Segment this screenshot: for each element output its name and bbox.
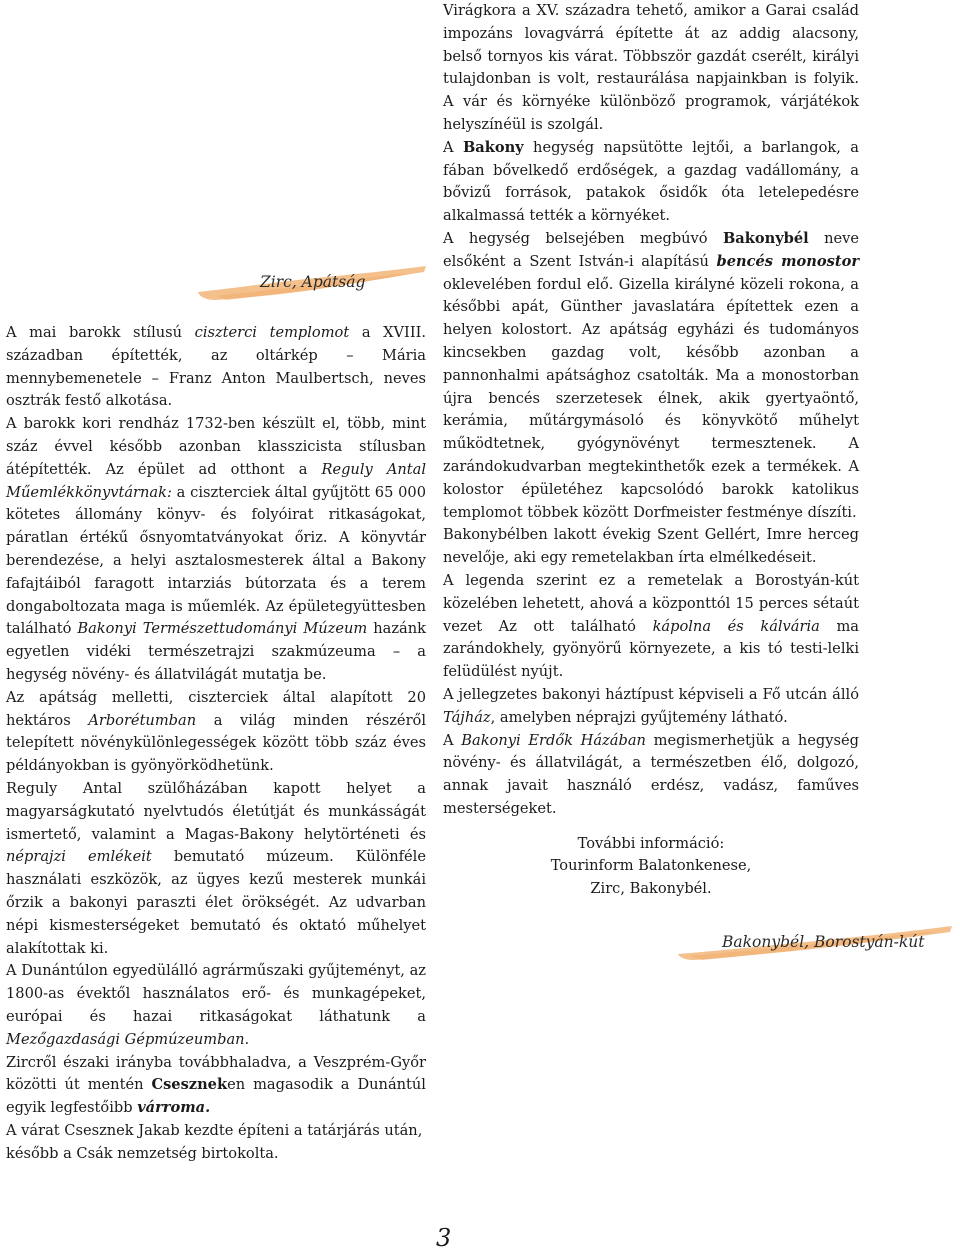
left-paragraph-4: Reguly Antal szülőházában kapott helyet a magyarságkutató nyelvtudós életútját és munkásságát ismertető, valamint a Magas-Bakony helytörténeti és néprajzi emlékeit bemutató múzeum. Különféle használati eszközök, az ügyes kezű mesterek munkái őrzik a bakonyi paraszti élet örökségét. Az udvarban népi kismesterségeket bemutató és oktató műhelyet alakítottak ki. <box>6 779 426 957</box>
info-line-1: További információ: <box>577 834 725 852</box>
left-paragraph-2: A barokk kori rendház 1732-ben készült el, több, mint száz évvel később azonban klasszicista stílusban átépítették. Az épület ad otthont a Reguly Antal Műemlékkönyvtárnak: a ciszterciek által gyűjtött 65 000 kötetes állomány könyv- és folyóirat ritkaságokat, páratlan értékű ősnyomtatványokat őriz. A könyvtár berendezése, a helyi asztalosmesterek által a Bakony fafajtáiból faragott intarziás bútorzata és a terem dongaboltozata maga is műemlék. Az épületegyüttesben található Bakonyi Természettudományi Múzeum hazánk egyetlen vidéki természetrajzi szakmúzeuma – a hegység növény- és állatvilágát mutatja be. <box>6 415 426 683</box>
right-paragraph-7: A Bakonyi Erdők Házában megismerhetjük a hegység növény- és állatvilágát, a természetben élő, dolgozó, annak javait használó erdész, vadász, faműves mesterségeket. <box>443 731 859 817</box>
right-paragraph-1: Virágkora a XV. századra tehető, amikor a Garai család impozáns lovagvárrá építette át az addig alacsony, belső tornyos kis várat. Többször gazdát cserélt, királyi tulajdonban is volt, restaurálása napjainkban is folyik. A vár és környéke különböző programok, várjátékok helyszínéül is szolgál. <box>443 2 859 133</box>
left-paragraph-6: Zircről északi irányba továbbhaladva, a Veszprém-Győr közötti út mentén Cseszneken magasodik a Dunántúl egyik legfestőibb várroma. <box>6 1053 426 1117</box>
right-paragraph-6: A jellegzetes bakonyi háztípust képviseli a Fő utcán álló Tájház, amelyben néprajzi gyűjtemény látható. <box>443 685 859 726</box>
left-paragraph-1: A mai barokk stílusú ciszterci templomot a XVIII. században építették, az oltárkép – Mária mennybemenetele – Franz Anton Maulbertsch, neves osztrák festő alkotása. <box>6 324 426 410</box>
left-paragraph-5: A Dunántúlon egyedülálló agrárműszaki gyűjteményt, az 1800-as évektől használatos erő- és munkagépeket, európai és hazai ritkaságokat láthatunk a Mezőgazdasági Gépmúzeumban. <box>6 962 426 1048</box>
right-paragraph-3: A hegység belsejében megbúvó Bakonybél neve elsőként a Szent István-i alapítású bencés monostor oklevelében fordul elő. Gizella királyné közeli rokona, a későbbi apát, Günther javaslatára építettek ezen a helyen kolostort. Az apátság egyházi és tudományos kincsekben gazdag volt, később azonban a pannonhalmi apátsághoz csatolták. Ma a monostorban újra bencés szerzetesek élnek, akik gyertyaöntő, kerámia, műtárgymásoló és könyvkötő műhelyt működtetnek, gyógynövényt termesztenek. A zarándokudvarban megtekinthetők ezek a termékek. A kolostor épületéhez kapcsolódó barokk katolikus templomot többek között Dorfmeister festménye díszíti. <box>443 229 860 521</box>
left-paragraph-3: Az apátság melletti, ciszterciek által alapított 20 hektáros Arborétumban a világ minden részéről telepített növénykülönlegességek között több száz éves példányokban is gyönyörködhetünk. <box>6 688 426 775</box>
right-paragraph-2: A Bakony hegység napsütötte lejtői, a barlangok, a fában bővelkedő erdőségek, a gazdag vadállomány, a bővizű források, patakok ősidők óta letelepedésre alkalmassá tették a környéket. <box>443 138 859 225</box>
right-column <box>443 0 859 901</box>
banner-bakonybel <box>676 922 954 962</box>
left-column <box>6 322 426 1165</box>
left-paragraph-7: A várat Csesznek Jakab kezdte építeni a tatárjárás után, később a Csák nemzetség birtokolta. <box>6 1121 423 1162</box>
info-line-3: Zirc, Bakonybél. <box>590 880 712 898</box>
info-line-2: Tourinform Balatonkenese, <box>550 857 752 875</box>
banner-zirc-label: Zirc, Apátság <box>260 273 366 291</box>
banner-bakonybel-label: Bakonybél, Borostyán-kút <box>722 933 925 951</box>
info-block <box>443 833 859 901</box>
right-paragraph-5: A legenda szerint ez a remetelak a Borostyán-kút közelében lehetett, ahová a központtól 15 perces sétaút vezet Az ott található kápolna és kálvária ma zarándokhely, gyönyörű környezete, a kis tó testi-lelki felüdülést nyújt. <box>443 571 859 681</box>
right-paragraph-4: Bakonybélben lakott évekig Szent Gellért, Imre herceg nevelője, aki egy remetelakban írta elmélkedéseit. <box>443 526 859 567</box>
page-number: 3 <box>436 1224 452 1252</box>
banner-zirc <box>196 262 428 306</box>
